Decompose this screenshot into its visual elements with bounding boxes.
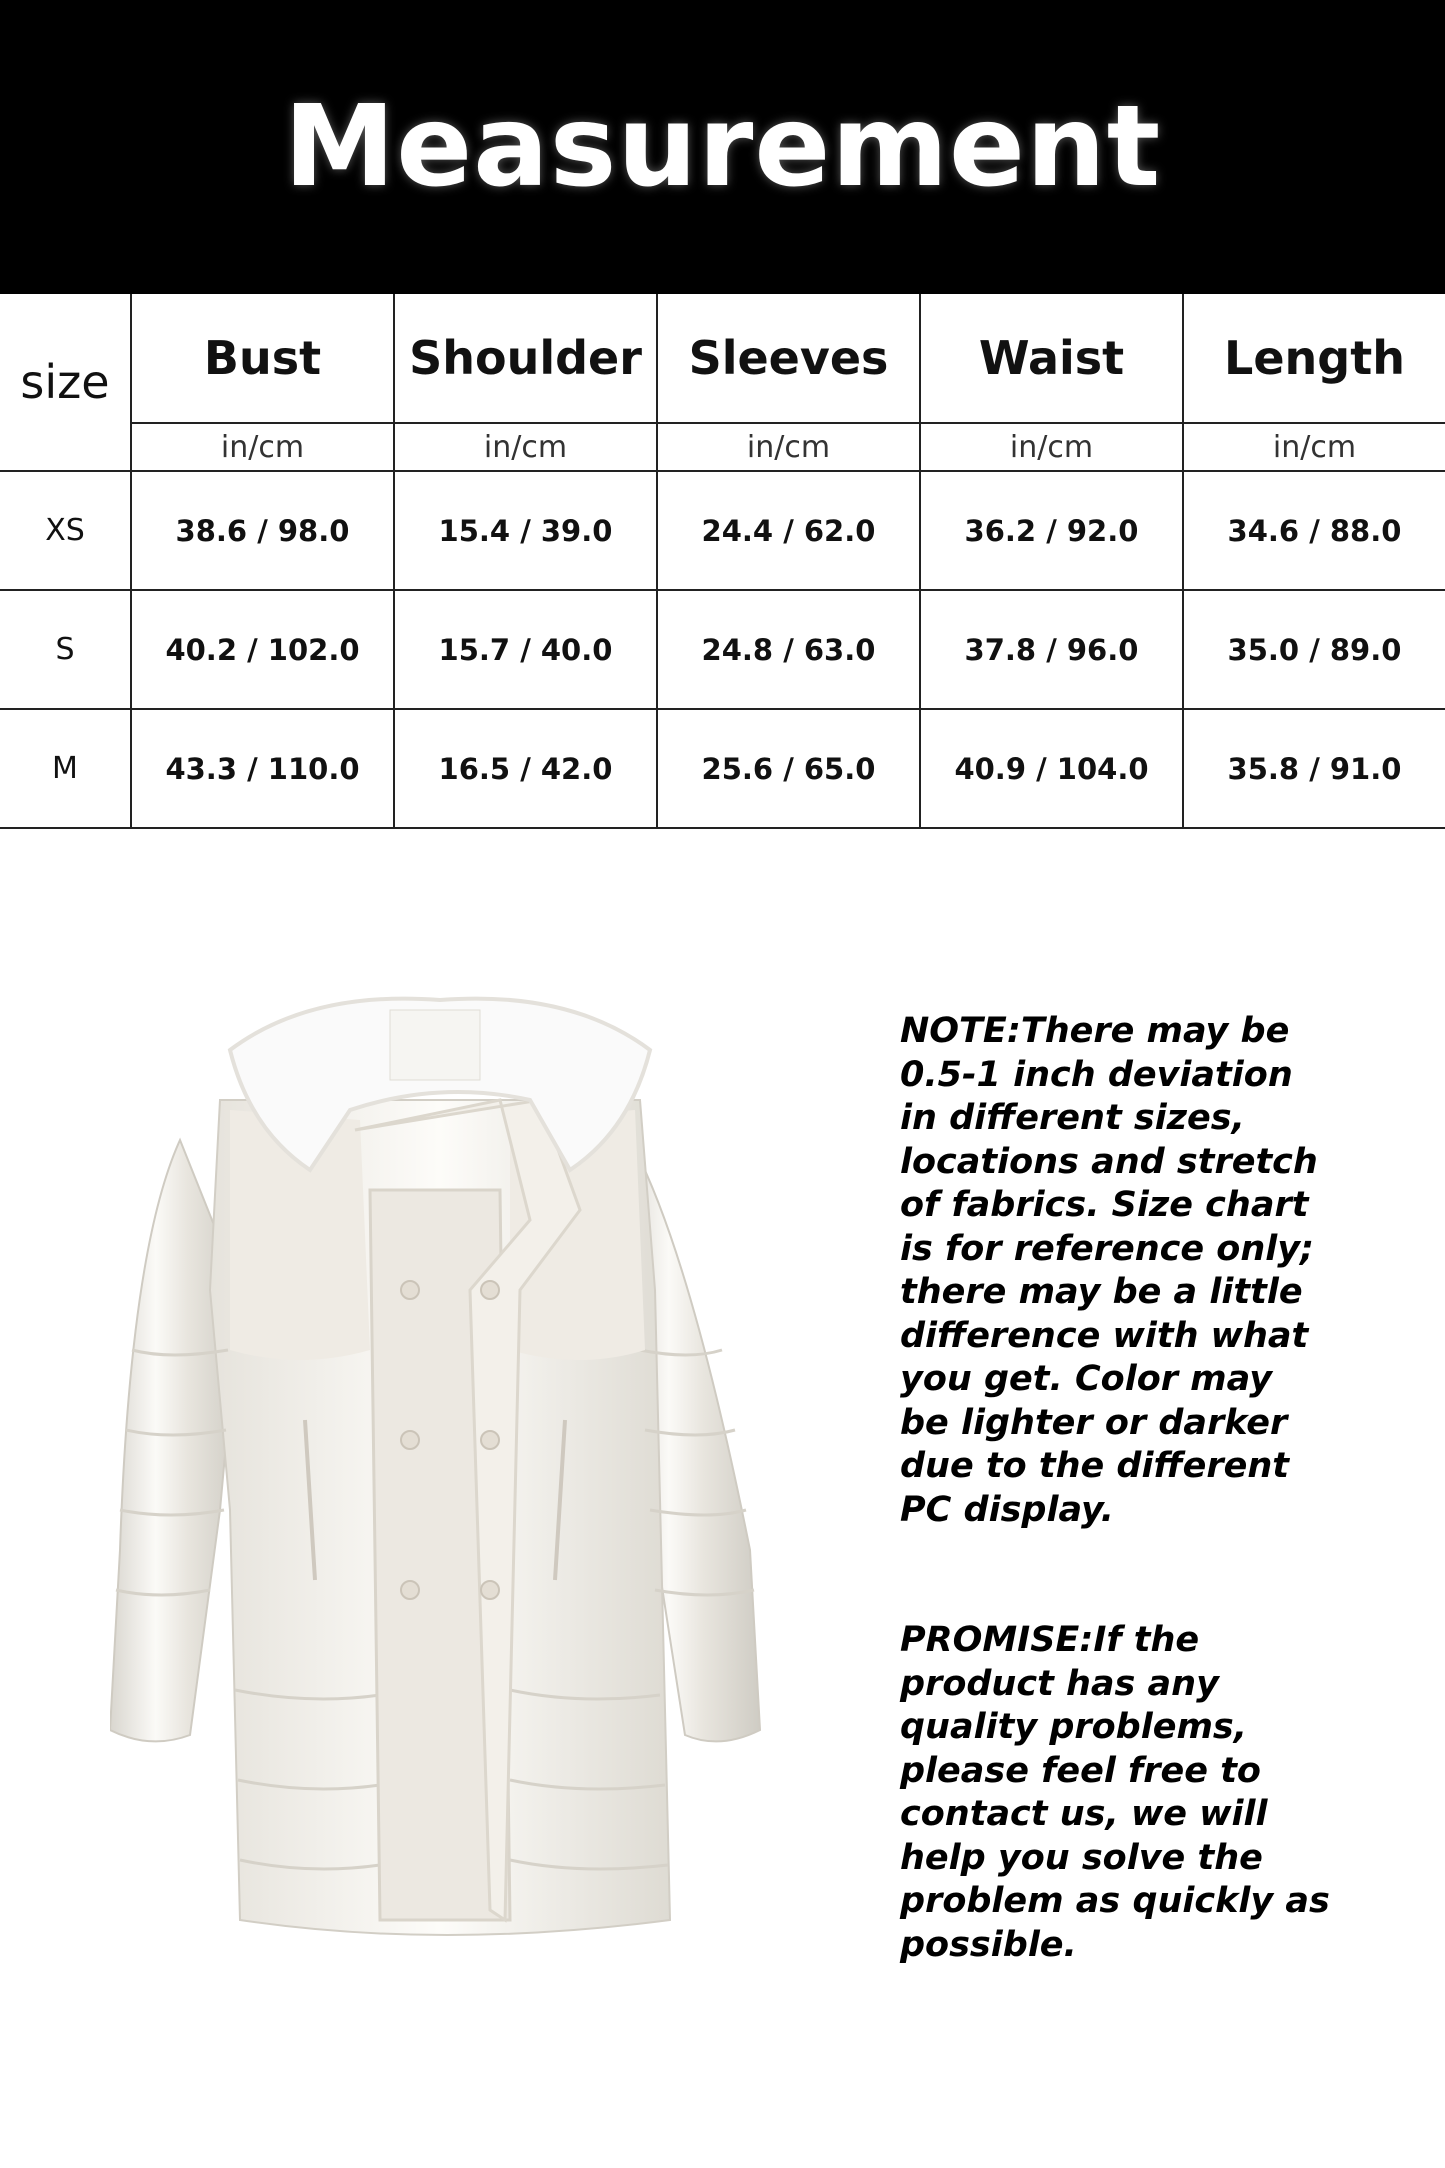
size-cell: M <box>0 709 131 828</box>
header-row <box>0 294 1445 423</box>
table-cell: 40.9 / 104.0 <box>920 709 1183 828</box>
size-column-header: size <box>0 294 131 471</box>
table-cell: 16.5 / 42.0 <box>394 709 657 828</box>
table-row <box>0 709 1445 828</box>
unit-label: in/cm <box>920 423 1183 471</box>
table-cell: 34.6 / 88.0 <box>1183 471 1445 590</box>
table-cell: 38.6 / 98.0 <box>131 471 394 590</box>
size-cell: XS <box>0 471 131 590</box>
unit-label: in/cm <box>394 423 657 471</box>
table-cell: 36.2 / 92.0 <box>920 471 1183 590</box>
unit-label: in/cm <box>1183 423 1445 471</box>
table-cell: 25.6 / 65.0 <box>657 709 920 828</box>
table-row <box>0 590 1445 709</box>
column-header-length: Length <box>1183 294 1445 423</box>
table-cell: 15.4 / 39.0 <box>394 471 657 590</box>
unit-row <box>0 423 1445 471</box>
table-cell: 35.0 / 89.0 <box>1183 590 1445 709</box>
size-note-block <box>900 1010 1330 1967</box>
title-banner <box>0 0 1445 294</box>
size-chart-table <box>0 294 1445 829</box>
table-cell: 40.2 / 102.0 <box>131 590 394 709</box>
table-cell: 24.8 / 63.0 <box>657 590 920 709</box>
column-header-waist: Waist <box>920 294 1183 423</box>
promise-text: PROMISE:If the product has any quality problems, please feel free to contact us, we will help you solve the problem as quickly as possible. <box>900 1620 1330 1965</box>
table-row <box>0 471 1445 590</box>
table-cell: 24.4 / 62.0 <box>657 471 920 590</box>
table-cell: 15.7 / 40.0 <box>394 590 657 709</box>
table-cell: 37.8 / 96.0 <box>920 590 1183 709</box>
page-title: Measurement <box>283 82 1162 212</box>
product-photo-coat <box>110 990 790 1970</box>
column-header-bust: Bust <box>131 294 394 423</box>
column-header-shoulder: Shoulder <box>394 294 657 423</box>
table-cell: 43.3 / 110.0 <box>131 709 394 828</box>
table-cell: 35.8 / 91.0 <box>1183 709 1445 828</box>
size-cell: S <box>0 590 131 709</box>
column-header-sleeves: Sleeves <box>657 294 920 423</box>
note-text: NOTE:There may be 0.5-1 inch deviation in different sizes, locations and stretch of fabrics. Size chart is for reference only; there may be a little difference with what you get. Color may be lighter or darker due to the different PC display. <box>900 1011 1318 1530</box>
unit-label: in/cm <box>657 423 920 471</box>
unit-label: in/cm <box>131 423 394 471</box>
